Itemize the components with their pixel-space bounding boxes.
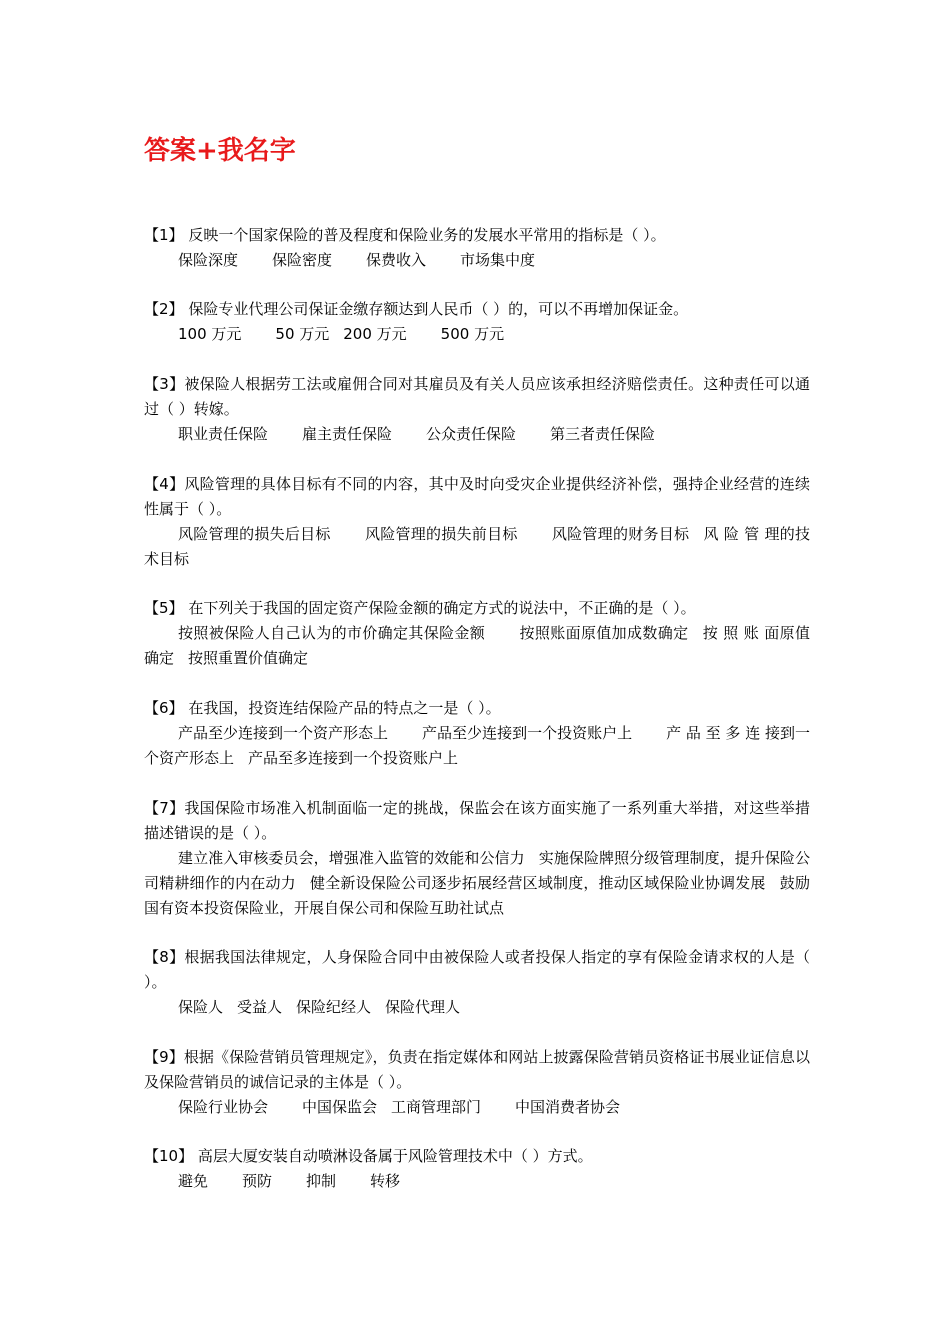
option-a: 风险管理的损失后目标 <box>178 525 331 543</box>
option-d: 产品至多连接到一个投资账户上 <box>248 749 459 767</box>
question-stem: 保险专业代理公司保证金缴存额达到人民币（ ）的，可以不再增加保证金。 <box>183 300 689 318</box>
option-b: 产品至少连接到一个投资账户上 <box>422 724 633 742</box>
question-number: 【2】 <box>144 300 184 318</box>
question-stem: 我国保险市场准入机制面临一定的挑战，保监会在该方面实施了一系列重大举措，对这些举措描述错误的是（ ）。 <box>144 799 810 842</box>
option-a: 产品至少连接到一个资产形态上 <box>178 724 389 742</box>
question-stem: 高层大厦安装自动喷淋设备属于风险管理技术中（ ）方式。 <box>193 1147 593 1165</box>
question-9 <box>144 1045 810 1120</box>
question-8 <box>144 945 810 1020</box>
option-b: 预防 <box>242 1172 273 1190</box>
question-2 <box>144 297 810 347</box>
option-b: 风险管理的损失前目标 <box>364 525 518 543</box>
question-7 <box>144 796 810 921</box>
option-b: 保险密度 <box>272 251 333 269</box>
option-b: 中国保监会 <box>302 1098 378 1116</box>
option-d: 中国消费者协会 <box>515 1098 621 1116</box>
option-d: 第三者责任保险 <box>550 425 656 443</box>
option-b: 按照账面原值加成数确定 <box>519 624 689 642</box>
option-c: 保费收入 <box>366 251 427 269</box>
question-1 <box>144 223 810 273</box>
question-number: 【3】 <box>144 375 185 393</box>
question-number: 【7】 <box>144 799 185 817</box>
question-5 <box>144 596 810 671</box>
option-d: 保险代理人 <box>385 998 461 1016</box>
option-a: 按照被保险人自己认为的市价确定其保险金额 <box>178 624 486 642</box>
option-a: 100 万元 <box>178 325 242 343</box>
question-number: 【1】 <box>144 226 184 244</box>
question-number: 【10】 <box>144 1147 194 1165</box>
question-stem: 根据我国法律规定，人身保险合同中由被保险人或者投保人指定的享有保险金请求权的人是（ ）。 <box>144 948 810 991</box>
question-10 <box>144 1144 810 1194</box>
option-a: 保险行业协会 <box>178 1098 269 1116</box>
option-a: 职业责任保险 <box>178 425 269 443</box>
question-6 <box>144 696 810 771</box>
question-stem: 风险管理的具体目标有不同的内容，其中及时向受灾企业提供经济补偿，强持企业经营的连续性属于（ ）。 <box>144 475 810 518</box>
option-b: 50 万元 <box>275 325 330 343</box>
option-a: 建立准入审核委员会，增强准入监管的效能和公信力 <box>178 849 525 867</box>
option-a: 保险人 <box>178 998 224 1016</box>
option-c: 风险管理的财务目标 <box>551 525 690 543</box>
option-c: 工商管理部门 <box>391 1098 482 1116</box>
question-stem: 反映一个国家保险的普及程度和保险业务的发展水平常用的指标是（ ）。 <box>183 226 666 244</box>
question-3 <box>144 372 810 447</box>
question-stem: 根据《保险营销员管理规定》，负责在指定媒体和网站上披露保险营销员资格证书展业证信息以及保险营销员的诚信记录的主体是（ ）。 <box>144 1048 810 1091</box>
option-c: 抑制 <box>306 1172 337 1190</box>
question-number: 【6】 <box>144 699 184 717</box>
option-d: 按照重置价值确定 <box>188 649 309 667</box>
question-stem: 在下列关于我国的固定资产保险金额的确定方式的说法中，不正确的是（ ）。 <box>183 599 696 617</box>
option-d: 市场集中度 <box>460 251 536 269</box>
question-number: 【8】 <box>144 948 185 966</box>
option-c: 产 品 至 多 连 接到一个资产形态上 <box>144 724 810 767</box>
question-stem: 被保险人根据劳工法或雇佣合同对其雇员及有关人员应该承担经济赔偿责任。这种责任可以通过（ ）转嫁。 <box>144 375 810 418</box>
option-c: 公众责任保险 <box>426 425 517 443</box>
option-c: 保险纪经人 <box>296 998 372 1016</box>
question-number: 【5】 <box>144 599 184 617</box>
option-a: 保险深度 <box>178 251 239 269</box>
option-d: 转移 <box>370 1172 401 1190</box>
option-d: 风 险 管 理的技术目标 <box>144 525 810 568</box>
document-title: 答案+我名字 <box>144 136 296 166</box>
option-c: 200 万元 <box>343 325 407 343</box>
question-number: 【4】 <box>144 475 185 493</box>
option-d: 500 万元 <box>440 325 505 343</box>
option-c: 按 照 账 面原值确定 <box>144 624 810 667</box>
question-4 <box>144 472 810 572</box>
option-d: 鼓励国有资本投资保险业，开展自保公司和保险互助社试点 <box>144 874 810 917</box>
option-b: 雇主责任保险 <box>302 425 393 443</box>
question-stem: 在我国，投资连结保险产品的特点之一是（ ）。 <box>183 699 501 717</box>
option-a: 避免 <box>178 1172 209 1190</box>
option-c: 健全新设保险公司逐步拓展经营区域制度，推动区域保险业协调发展 <box>309 874 766 892</box>
question-number: 【9】 <box>144 1048 184 1066</box>
option-b: 受益人 <box>237 998 283 1016</box>
option-b: 实施保险牌照分级管理制度，提升保险公司精耕细作的内在动力 <box>144 849 810 892</box>
